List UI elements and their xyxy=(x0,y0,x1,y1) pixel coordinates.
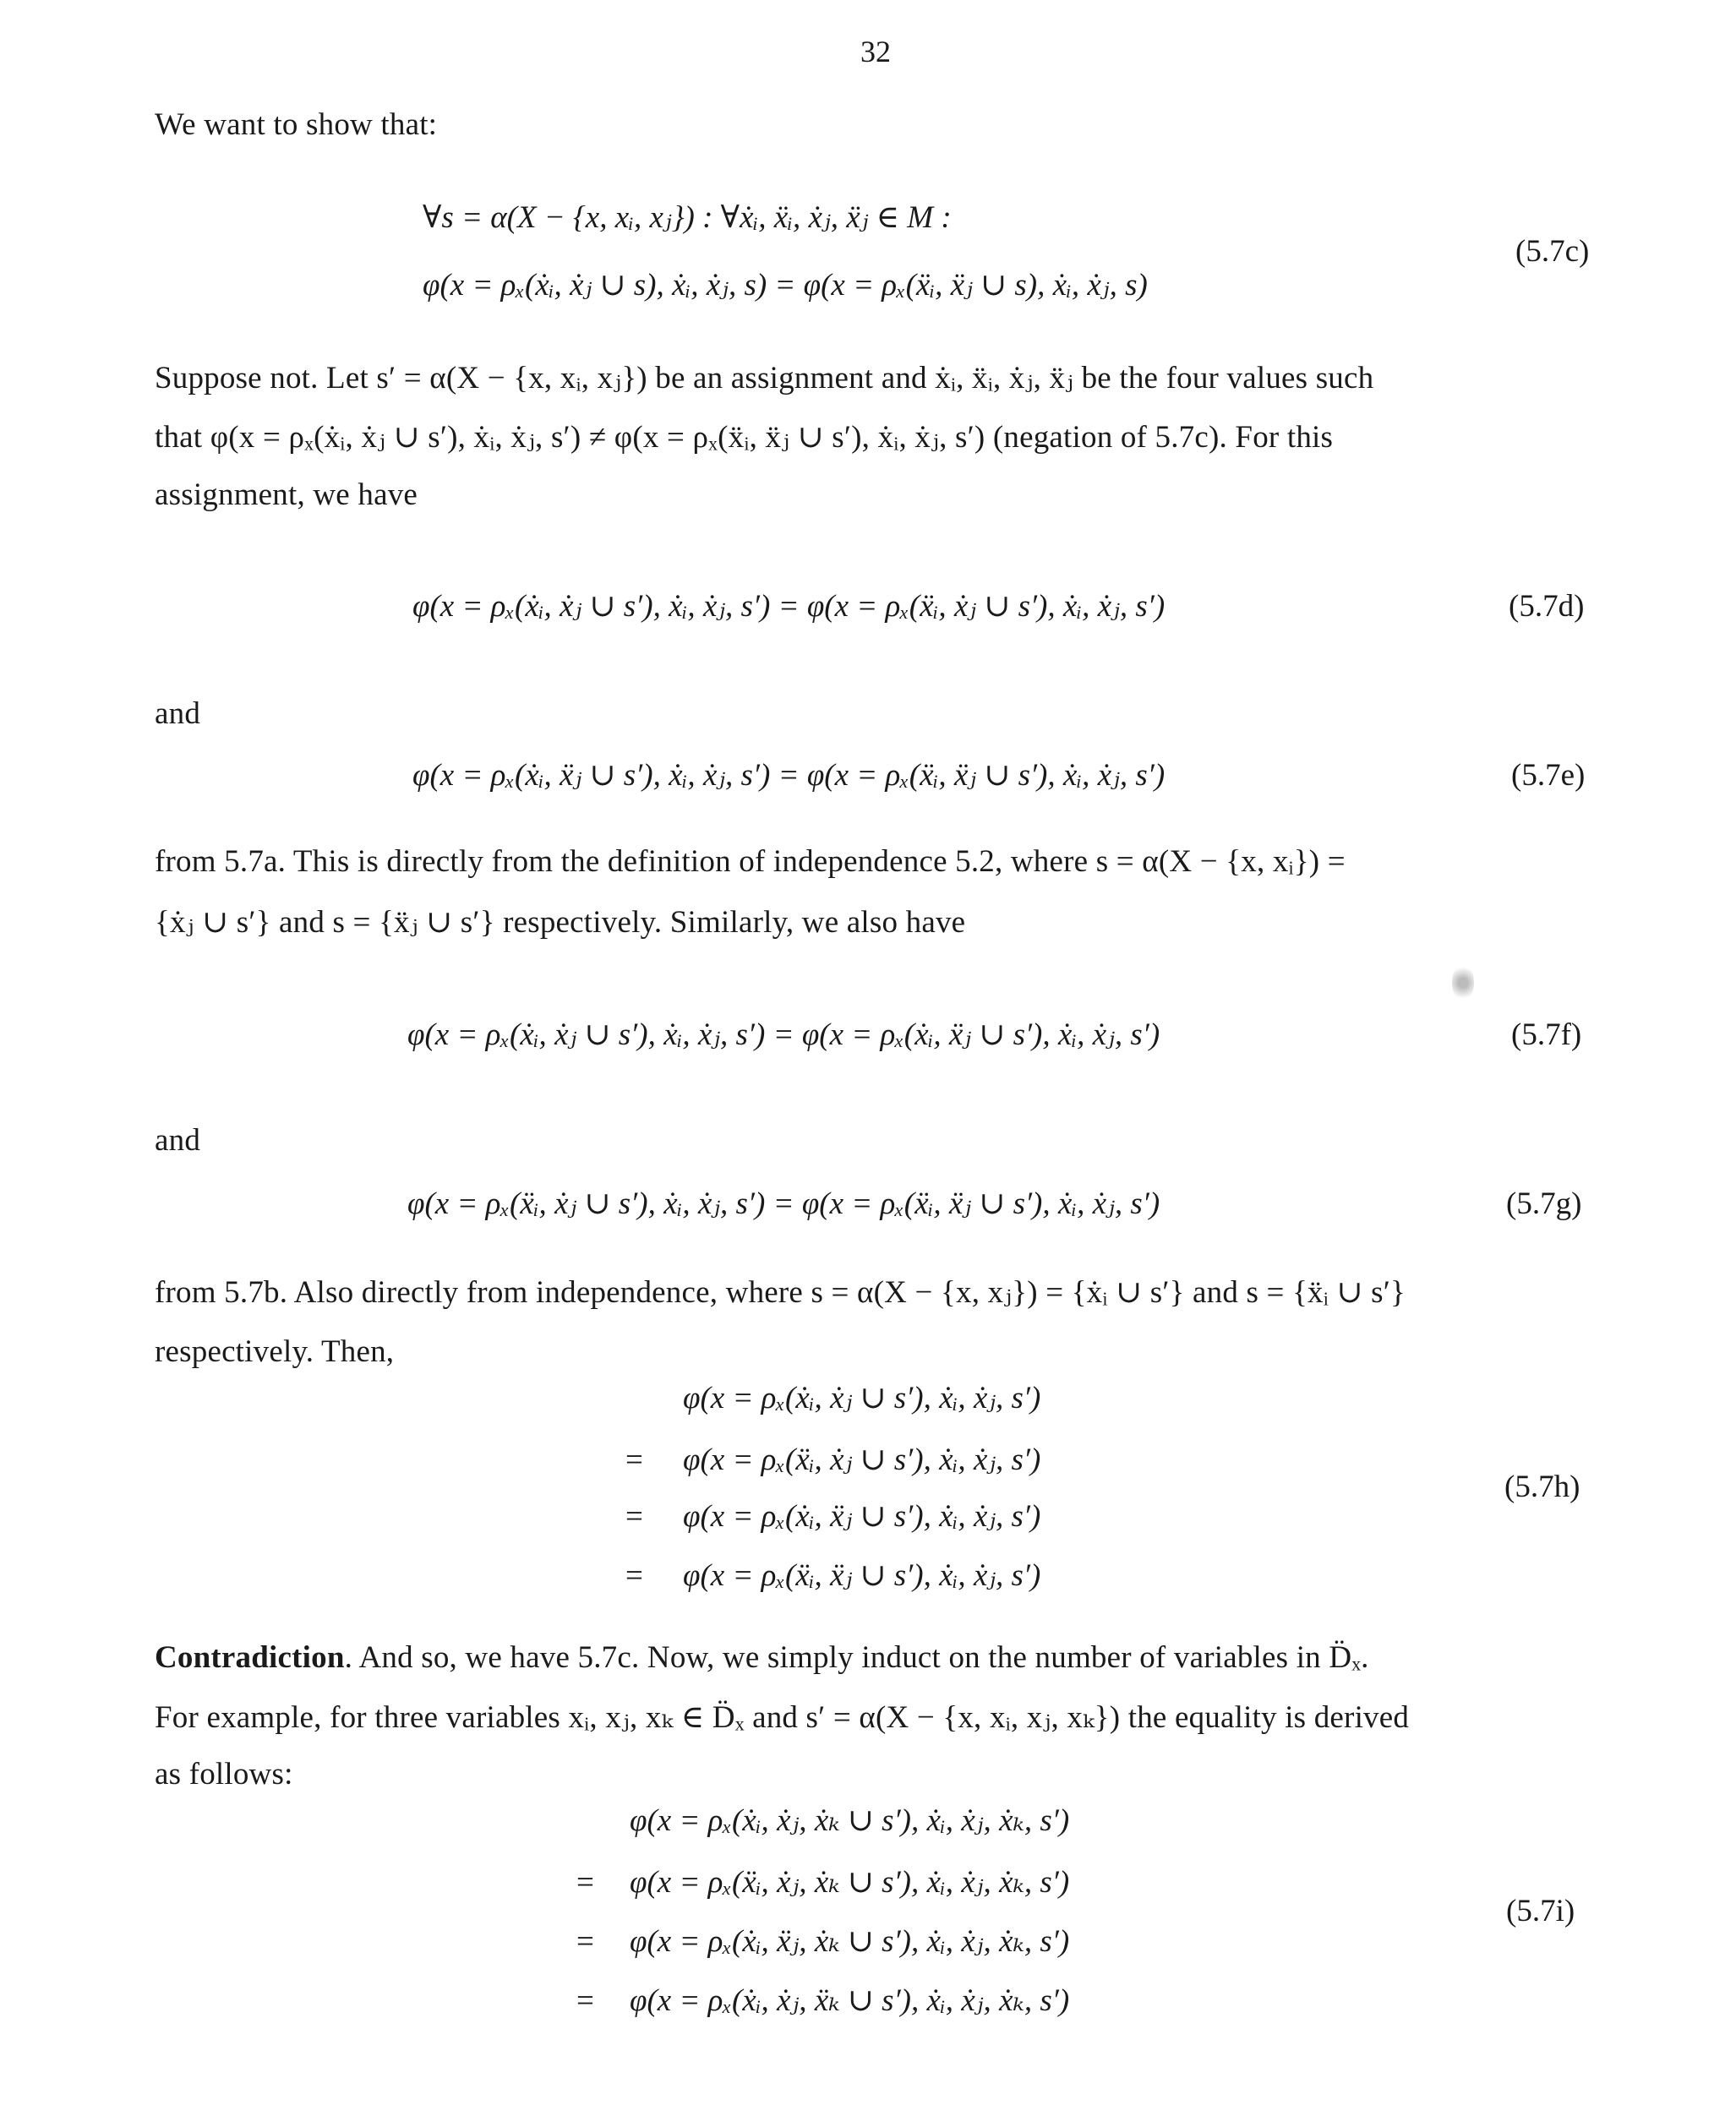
equation-5-7i-rel2: = xyxy=(576,1865,594,1900)
paragraph-3-line1: from 5.7b. Also directly from independence, where s = α(X − {x, xⱼ}) = {ẋᵢ ∪ s′} and s = {ẍᵢ ∪ s′} xyxy=(155,1275,1406,1310)
equation-5-7h-line3: φ(x = ρₓ(ẋᵢ, ẍⱼ ∪ s′), ẋᵢ, ẋⱼ, s′) xyxy=(683,1499,1041,1534)
paragraph-4-line2: For example, for three variables xᵢ, xⱼ, xₖ ∈ D̈ₓ and s′ = α(X − {x, xᵢ, xⱼ, xₖ}) the equality is derived xyxy=(155,1700,1410,1735)
equation-5-7c-line1: ∀s = α(X − {x, xᵢ, xⱼ}) : ∀ẋᵢ, ẍᵢ, ẋⱼ, ẍⱼ ∈ M : xyxy=(423,200,952,235)
equation-5-7i-line4: φ(x = ρₓ(ẋᵢ, ẋⱼ, ẍₖ ∪ s′), ẋᵢ, ẋⱼ, ẋₖ, s′) xyxy=(630,1983,1070,2018)
equation-5-7e: φ(x = ρₓ(ẋᵢ, ẍⱼ ∪ s′), ẋᵢ, ẋⱼ, s′) = φ(x = ρₓ(ẍᵢ, ẍⱼ ∪ s′), ẋᵢ, ẋⱼ, s′) xyxy=(412,758,1166,793)
equation-5-7h-line1: φ(x = ρₓ(ẋᵢ, ẋⱼ ∪ s′), ẋᵢ, ẋⱼ, s′) xyxy=(683,1381,1041,1415)
scan-noise xyxy=(1452,963,1474,1002)
equation-5-7h-line4: φ(x = ρₓ(ẍᵢ, ẍⱼ ∪ s′), ẋᵢ, ẋⱼ, s′) xyxy=(683,1558,1041,1593)
paragraph-4-line3: as follows: xyxy=(155,1757,293,1792)
equation-label-5-7e: (5.7e) xyxy=(1511,758,1586,793)
connector-and-2: and xyxy=(155,1123,201,1158)
intro-text: We want to show that: xyxy=(155,107,438,142)
equation-label-5-7d: (5.7d) xyxy=(1509,589,1585,624)
equation-5-7i-rel3: = xyxy=(576,1924,594,1959)
page-number: 32 xyxy=(860,35,891,68)
equation-5-7i-rel4: = xyxy=(576,1983,594,2018)
equation-5-7i-line2: φ(x = ρₓ(ẍᵢ, ẋⱼ, ẋₖ ∪ s′), ẋᵢ, ẋⱼ, ẋₖ, s′) xyxy=(630,1865,1070,1900)
equation-5-7g: φ(x = ρₓ(ẍᵢ, ẋⱼ ∪ s′), ẋᵢ, ẋⱼ, s′) = φ(x = ρₓ(ẍᵢ, ẍⱼ ∪ s′), ẋᵢ, ẋⱼ, s′) xyxy=(407,1186,1160,1221)
equation-5-7h-line2: φ(x = ρₓ(ẍᵢ, ẋⱼ ∪ s′), ẋᵢ, ẋⱼ, s′) xyxy=(683,1443,1041,1477)
equation-label-5-7i: (5.7i) xyxy=(1506,1894,1575,1928)
paragraph-2-line1: from 5.7a. This is directly from the definition of independence 5.2, where s = α(X − {x, xᵢ}) = xyxy=(155,844,1346,879)
equation-5-7c-line2: φ(x = ρₓ(ẋᵢ, ẋⱼ ∪ s), ẋᵢ, ẋⱼ, s) = φ(x = ρₓ(ẍᵢ, ẍⱼ ∪ s), ẋᵢ, ẋⱼ, s) xyxy=(423,268,1148,303)
equation-label-5-7h: (5.7h) xyxy=(1504,1470,1580,1504)
connector-and-1: and xyxy=(155,696,201,731)
paragraph-1-line3: assignment, we have xyxy=(155,477,418,512)
equation-label-5-7g: (5.7g) xyxy=(1506,1186,1582,1221)
paragraph-3-line2: respectively. Then, xyxy=(155,1334,395,1369)
paragraph-2-line2: {ẋⱼ ∪ s′} and s = {ẍⱼ ∪ s′} respectively. Similarly, we also have xyxy=(155,905,966,940)
equation-label-5-7c: (5.7c) xyxy=(1515,234,1590,269)
paragraph-1-line1: Suppose not. Let s′ = α(X − {x, xᵢ, xⱼ}) be an assignment and ẋᵢ, ẍᵢ, ẋⱼ, ẍⱼ be the four values such xyxy=(155,361,1374,395)
equation-label-5-7f: (5.7f) xyxy=(1511,1017,1582,1052)
equation-5-7i-line1: φ(x = ρₓ(ẋᵢ, ẋⱼ, ẋₖ ∪ s′), ẋᵢ, ẋⱼ, ẋₖ, s′) xyxy=(630,1803,1070,1838)
equation-5-7f: φ(x = ρₓ(ẋᵢ, ẋⱼ ∪ s′), ẋᵢ, ẋⱼ, s′) = φ(x = ρₓ(ẋᵢ, ẍⱼ ∪ s′), ẋᵢ, ẋⱼ, s′) xyxy=(407,1017,1160,1052)
paragraph-4-line1 xyxy=(155,1639,1369,1677)
equation-5-7i-line3: φ(x = ρₓ(ẋᵢ, ẍⱼ, ẋₖ ∪ s′), ẋᵢ, ẋⱼ, ẋₖ, s′) xyxy=(630,1924,1070,1959)
equation-5-7h-rel3: = xyxy=(625,1499,643,1534)
equation-5-7h-rel4: = xyxy=(625,1558,643,1593)
paragraph-4-line1-rest: . And so, we have 5.7c. Now, we simply induct on the number of variables in D̈ₓ. xyxy=(344,1640,1369,1675)
equation-5-7d: φ(x = ρₓ(ẋᵢ, ẋⱼ ∪ s′), ẋᵢ, ẋⱼ, s′) = φ(x = ρₓ(ẍᵢ, ẋⱼ ∪ s′), ẋᵢ, ẋⱼ, s′) xyxy=(412,589,1166,624)
contradiction-heading: Contradiction xyxy=(155,1640,345,1675)
paragraph-1-line2: that φ(x = ρₓ(ẋᵢ, ẋⱼ ∪ s′), ẋᵢ, ẋⱼ, s′) ≠ φ(x = ρₓ(ẍᵢ, ẍⱼ ∪ s′), ẋᵢ, ẋⱼ, s′) (negation of 5.7c). For this xyxy=(155,420,1334,455)
equation-5-7h-rel2: = xyxy=(625,1443,643,1477)
